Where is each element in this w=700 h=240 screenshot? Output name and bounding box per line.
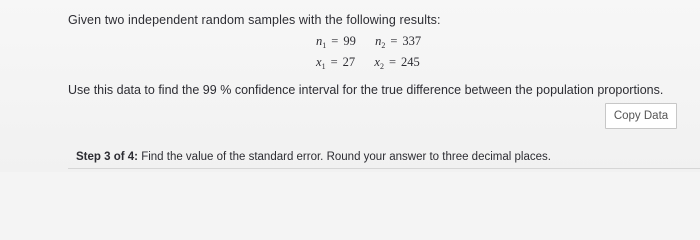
percent-symbol: % (220, 83, 232, 97)
n1-value: 99 (343, 34, 356, 48)
success-count-row (316, 55, 420, 71)
step-text: Find the value of the standard error. Round your answer to three decimal places. (141, 151, 551, 163)
sample-size-row (316, 34, 421, 50)
n2-value: 337 (402, 34, 422, 48)
task-suffix: confidence interval for the true difference between the population proportions. (234, 83, 664, 97)
x2-value: 245 (401, 55, 420, 69)
copy-data-button[interactable]: Copy Data (605, 103, 677, 129)
x1-value: 27 (342, 55, 356, 69)
n2-expression: $n_2 = 337$ (375, 34, 422, 50)
x2-expression: $x_2 = 245$ (374, 55, 420, 71)
problem-intro: Given two independent random samples with the following results: (68, 13, 441, 27)
n1-expression: $n_1 = 99$ (316, 34, 356, 50)
x1-expression: $x_1 = 27$ (316, 55, 356, 71)
problem-task (68, 83, 663, 97)
task-prefix: Use this data to find the 99 (68, 83, 217, 97)
step-label: Step 3 of 4: (76, 151, 138, 163)
divider (68, 168, 700, 169)
step-instruction (76, 151, 551, 163)
